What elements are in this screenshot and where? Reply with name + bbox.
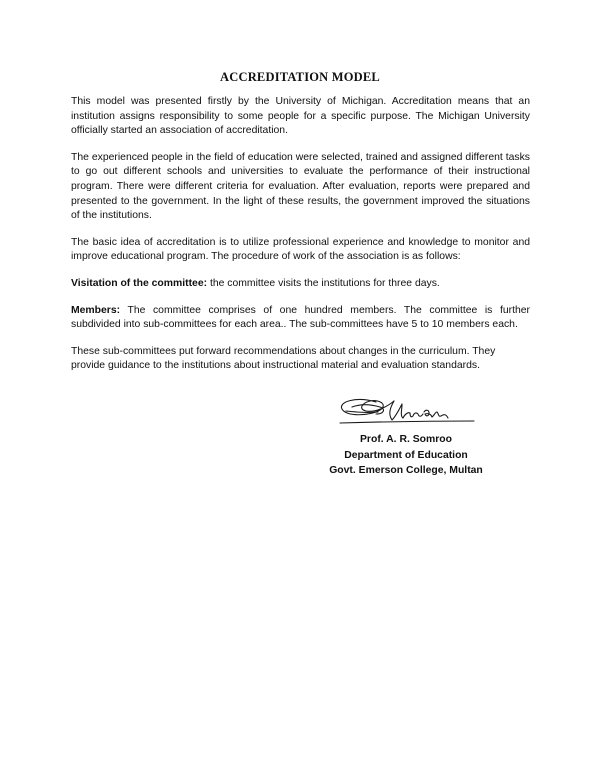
members-label: Members: [71,304,121,316]
visitation-text: the committee visits the institutions for three days. [207,277,440,289]
document-title: ACCREDITATION MODEL [220,70,380,84]
paragraph-visitation [71,277,530,292]
members-text: The committee comprises of one hundred members. The committee is further subdivided into sub-committees for each area.. The sub-committees have 5 to 10 members each. [71,304,530,331]
handwritten-signature [336,392,476,428]
paragraph-basic-idea: The basic idea of accreditation is to utilize professional experience and knowledge to monitor and improve educational program. The procedure of work of the association is as follows: [71,236,530,263]
visitation-label: Visitation of the committee: [71,277,208,289]
paragraph-experienced-people: The experienced people in the field of education were selected, trained and assigned different tasks to go out different schools and universities to evaluate the performance of their instructional program. There were different criteria for evaluation. After evaluation, reports were prepared and presented to the government. In the light of these results, the government improved the situations of the institutions. [71,151,530,222]
paragraph-closing: These sub-committees put forward recommendations about changes in the curriculum. They provide guidance to the institutions about instructional material and evaluation standards. [71,345,496,372]
document-body [71,95,530,386]
signatory-name: Prof. A. R. Somroo [360,434,452,445]
paragraph-members [71,304,530,333]
paragraph-intro: This model was presented firstly by the University of Michigan. Accreditation means that an institution assigns responsibility to some people for a specific purpose. The Michigan University officially started an association of accreditation. [71,96,530,137]
signatory-college: Govt. Emerson College, Multan [329,465,483,476]
signature-block [296,432,516,479]
signatory-department: Department of Education [344,449,468,461]
